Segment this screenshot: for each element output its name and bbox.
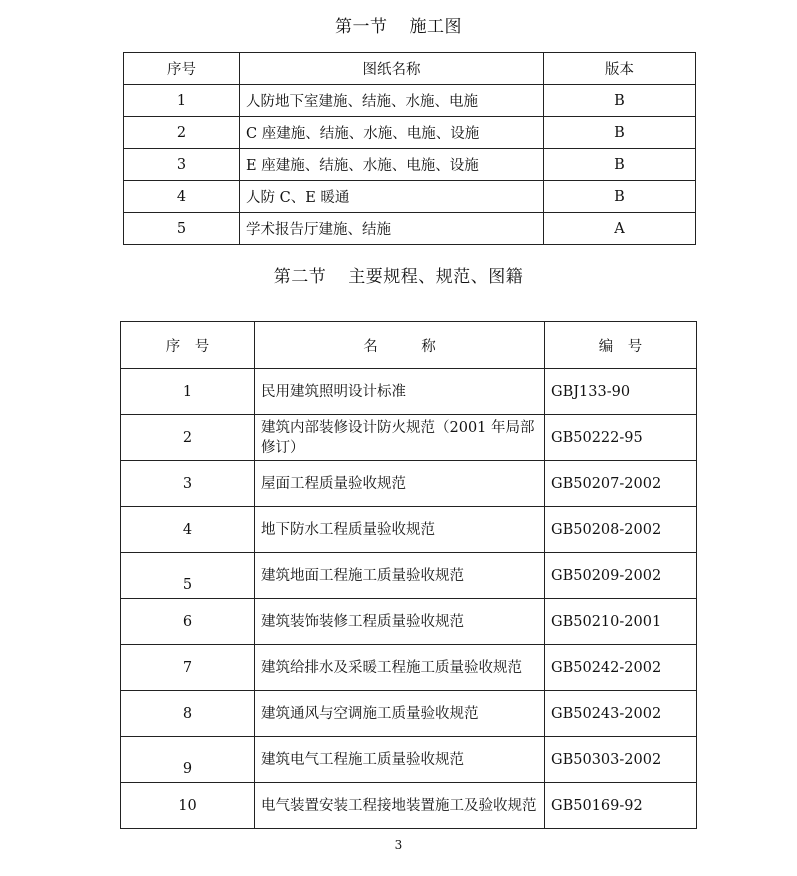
cell-name: 建筑通风与空调施工质量验收规范 [255,691,545,737]
table-row [121,691,697,737]
cell-no: 3 [121,461,255,507]
cell-no: 9 [121,737,255,783]
cell-code: GB50169-92 [545,783,697,829]
cell-version: B [544,85,696,117]
cell-no: 2 [121,415,255,461]
cell-version: A [544,213,696,245]
section2-heading [0,262,797,287]
cell-version: B [544,149,696,181]
cell-no: 8 [121,691,255,737]
cell-code: GB50303-2002 [545,737,697,783]
cell-code: GB50242-2002 [545,645,697,691]
cell-no: 7 [121,645,255,691]
cell-name: 建筑装饰装修工程质量验收规范 [255,599,545,645]
cell-name: 电气装置安装工程接地装置施工及验收规范 [255,783,545,829]
cell-no: 5 [121,553,255,599]
table-row [124,213,696,245]
cell-name: E 座建施、结施、水施、电施、设施 [240,149,544,181]
column-header-code: 编 号 [545,322,697,369]
cell-name: 民用建筑照明设计标准 [255,369,545,415]
cell-no: 1 [124,85,240,117]
section2-number: 第二节 [273,267,327,287]
section1-number: 第一节 [335,17,388,37]
cell-code: GB50209-2002 [545,553,697,599]
column-header-name: 名 称 [255,322,545,369]
standards-table [120,321,697,829]
cell-code: GB50207-2002 [545,461,697,507]
cell-version: B [544,117,696,149]
cell-name: 屋面工程质量验收规范 [255,461,545,507]
column-header-version: 版本 [544,53,696,85]
table-row [121,783,697,829]
section1-heading [0,12,797,37]
cell-name: 人防地下室建施、结施、水施、电施 [240,85,544,117]
cell-no: 3 [124,149,240,181]
table-row [121,599,697,645]
cell-name: C 座建施、结施、水施、电施、设施 [240,117,544,149]
table-row [121,645,697,691]
cell-code: GB50210-2001 [545,599,697,645]
table-row [124,181,696,213]
table-row [121,553,697,599]
table-header-row [124,53,696,85]
cell-no: 4 [121,507,255,553]
cell-no: 2 [124,117,240,149]
cell-no: 10 [121,783,255,829]
table-row [124,117,696,149]
column-header-name: 图纸名称 [240,53,544,85]
cell-name: 人防 C、E 暖通 [240,181,544,213]
table-row [121,369,697,415]
cell-no: 6 [121,599,255,645]
cell-version: B [544,181,696,213]
cell-name: 地下防水工程质量验收规范 [255,507,545,553]
cell-code: GB50222-95 [545,415,697,461]
section1-title: 施工图 [409,17,462,37]
cell-code: GB50208-2002 [545,507,697,553]
column-header-no: 序 号 [121,322,255,369]
cell-no: 5 [124,213,240,245]
table-row [121,507,697,553]
cell-code: GBJ133-90 [545,369,697,415]
table-header-row [121,322,697,369]
table-row [124,85,696,117]
table-row [121,461,697,507]
cell-name: 学术报告厅建施、结施 [240,213,544,245]
column-header-no: 序号 [124,53,240,85]
table-row [121,737,697,783]
cell-no: 1 [121,369,255,415]
section2-title: 主要规程、规范、图籍 [348,267,524,287]
table-row [124,149,696,181]
drawings-table [123,52,696,245]
table-row [121,415,697,461]
cell-no: 4 [124,181,240,213]
cell-name: 建筑内部装修设计防火规范（2001 年局部修订） [255,415,545,461]
cell-code: GB50243-2002 [545,691,697,737]
cell-name: 建筑电气工程施工质量验收规范 [255,737,545,783]
cell-name: 建筑给排水及采暖工程施工质量验收规范 [255,645,545,691]
page-number: 3 [394,838,403,852]
cell-name: 建筑地面工程施工质量验收规范 [255,553,545,599]
